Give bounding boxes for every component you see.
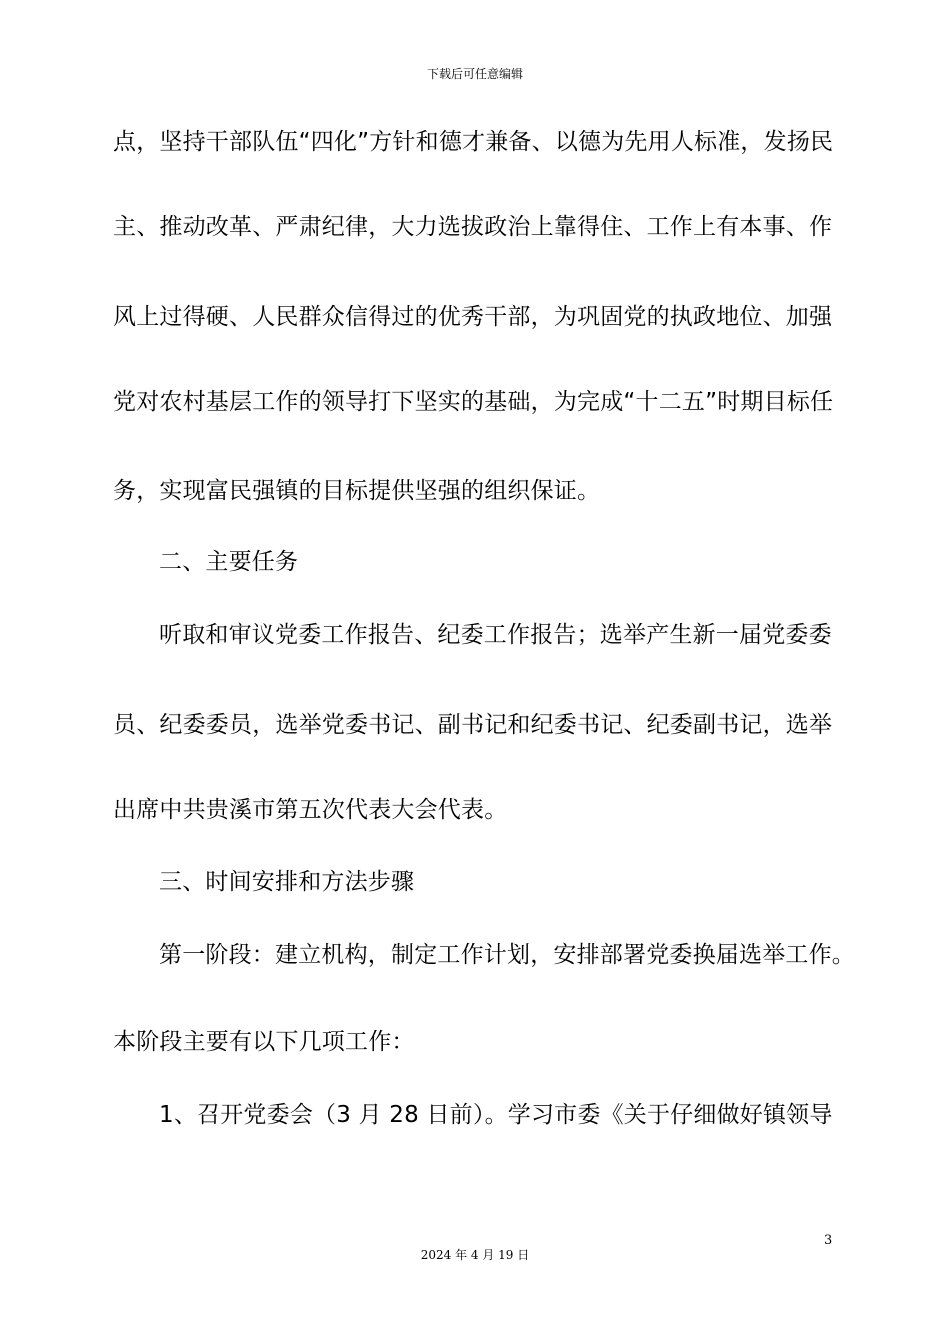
body-line: 第一阶段：建立机构，制定工作计划，安排部署党委换届选举工作。 [159, 942, 855, 968]
section-heading: 三、时间安排和方法步骤 [159, 869, 415, 895]
body-line: 本阶段主要有以下几项工作： [113, 1029, 415, 1055]
page-header: 下载后可任意编辑 [426, 67, 523, 81]
body-line: 点，坚持干部队伍“四化”方针和德才兼备、以德为先用人标准，发扬民 [113, 129, 834, 155]
body-line: 1、召开党委会（3 月 28 日前）。学习市委《关于仔细做好镇领导 [159, 1102, 833, 1128]
body-line: 出席中共贵溪市第五次代表大会代表。 [113, 797, 508, 823]
section-heading: 二、主要任务 [159, 549, 299, 575]
body-line: 员、纪委委员，选举党委书记、副书记和纪委书记、纪委副书记，选举 [113, 712, 833, 738]
page-number: 3 [824, 1233, 833, 1248]
page-footer-date: 2024 年 4 月 19 日 [420, 1248, 530, 1262]
body-line: 听取和审议党委工作报告、纪委工作报告；选举产生新一届党委委 [159, 622, 832, 648]
body-line: 党对农村基层工作的领导打下坚实的基础，为完成“十二五”时期目标任 [113, 389, 834, 415]
body-line: 主、推动改革、严肃纪律，大力选拔政治上靠得住、工作上有本事、作 [113, 214, 833, 240]
body-line: 务，实现富民强镇的目标提供坚强的组织保证。 [113, 478, 601, 504]
body-line: 风上过得硬、人民群众信得过的优秀干部，为巩固党的执政地位、加强 [113, 304, 833, 330]
